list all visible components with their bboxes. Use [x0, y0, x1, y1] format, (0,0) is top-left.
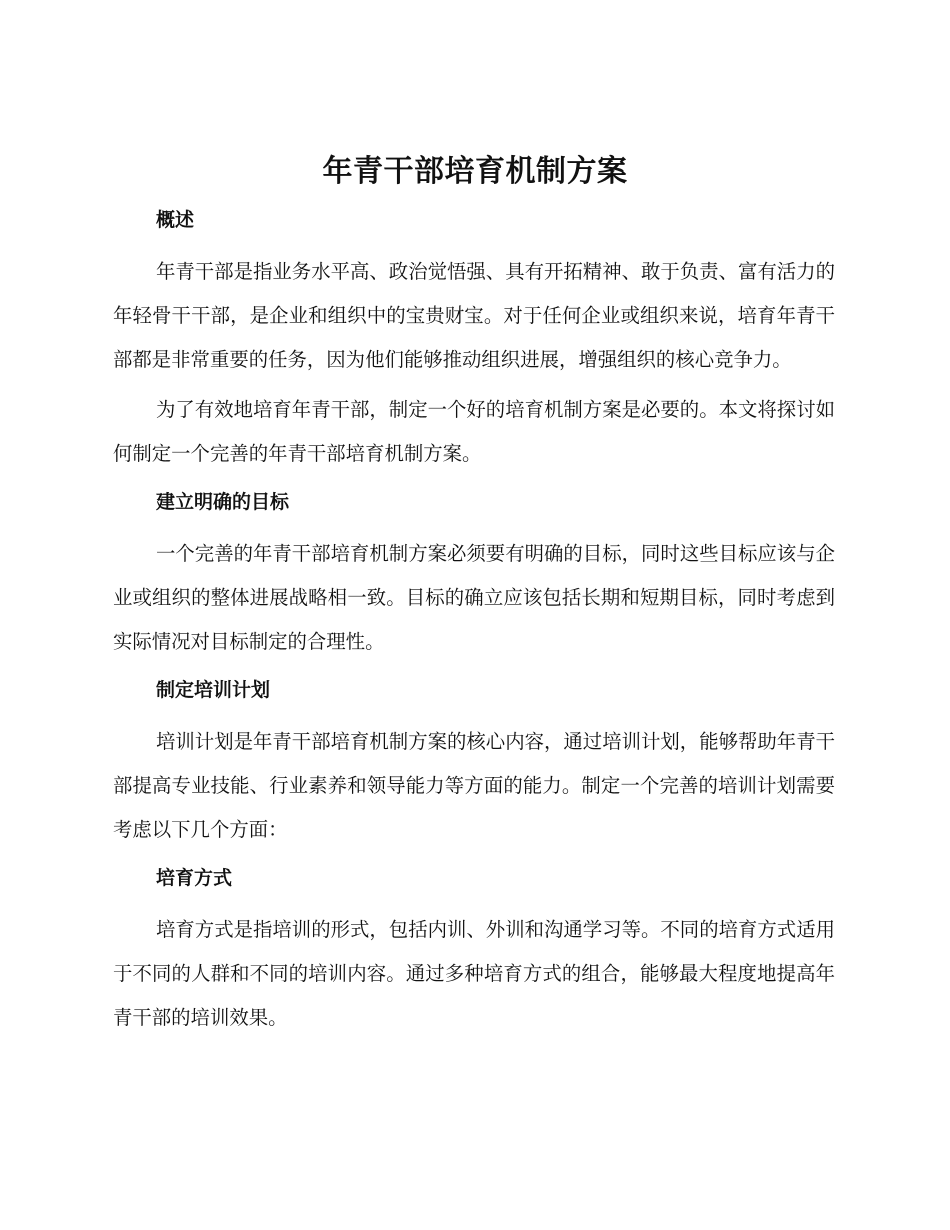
document-body — [113, 200, 835, 1040]
paragraph: 为了有效地培育年青干部，制定一个好的培育机制方案是必要的。本文将探讨如何制定一个完善的年青干部培育机制方案。 — [113, 398, 835, 465]
paragraph: 培育方式是指培训的形式，包括内训、外训和沟通学习等。不同的培育方式适用于不同的人群和不同的培训内容。通过多种培育方式的组合，能够最大程度地提高年青干部的培训效果。 — [113, 918, 835, 1029]
section-heading: 概述 — [156, 209, 195, 231]
paragraph: 培训计划是年青干部培育机制方案的核心内容，通过培训计划，能够帮助年青干部提高专业技能、行业素养和领导能力等方面的能力。制定一个完善的培训计划需要考虑以下几个方面： — [113, 730, 835, 841]
paragraph: 年青干部是指业务水平高、政治觉悟强、具有开拓精神、敢于负责、富有活力的年轻骨干干部，是企业和组织中的宝贵财宝。对于任何企业或组织来说，培育年青干部都是非常重要的任务，因为他们能够推动组织进展，增强组织的核心竞争力。 — [113, 260, 835, 371]
paragraph: 一个完善的年青干部培育机制方案必须要有明确的目标，同时这些目标应该与企业或组织的整体进展战略相一致。目标的确立应该包括长期和短期目标，同时考虑到实际情况对目标制定的合理性。 — [113, 542, 835, 653]
section-training-plan — [113, 670, 835, 858]
section-training-methods — [113, 858, 835, 1040]
section-heading: 建立明确的目标 — [156, 491, 290, 513]
section-goals — [113, 482, 835, 670]
section-heading: 制定培训计划 — [156, 679, 271, 701]
section-overview — [113, 200, 835, 482]
document-title: 年青干部培育机制方案 — [322, 154, 628, 189]
section-heading: 培育方式 — [156, 867, 233, 889]
